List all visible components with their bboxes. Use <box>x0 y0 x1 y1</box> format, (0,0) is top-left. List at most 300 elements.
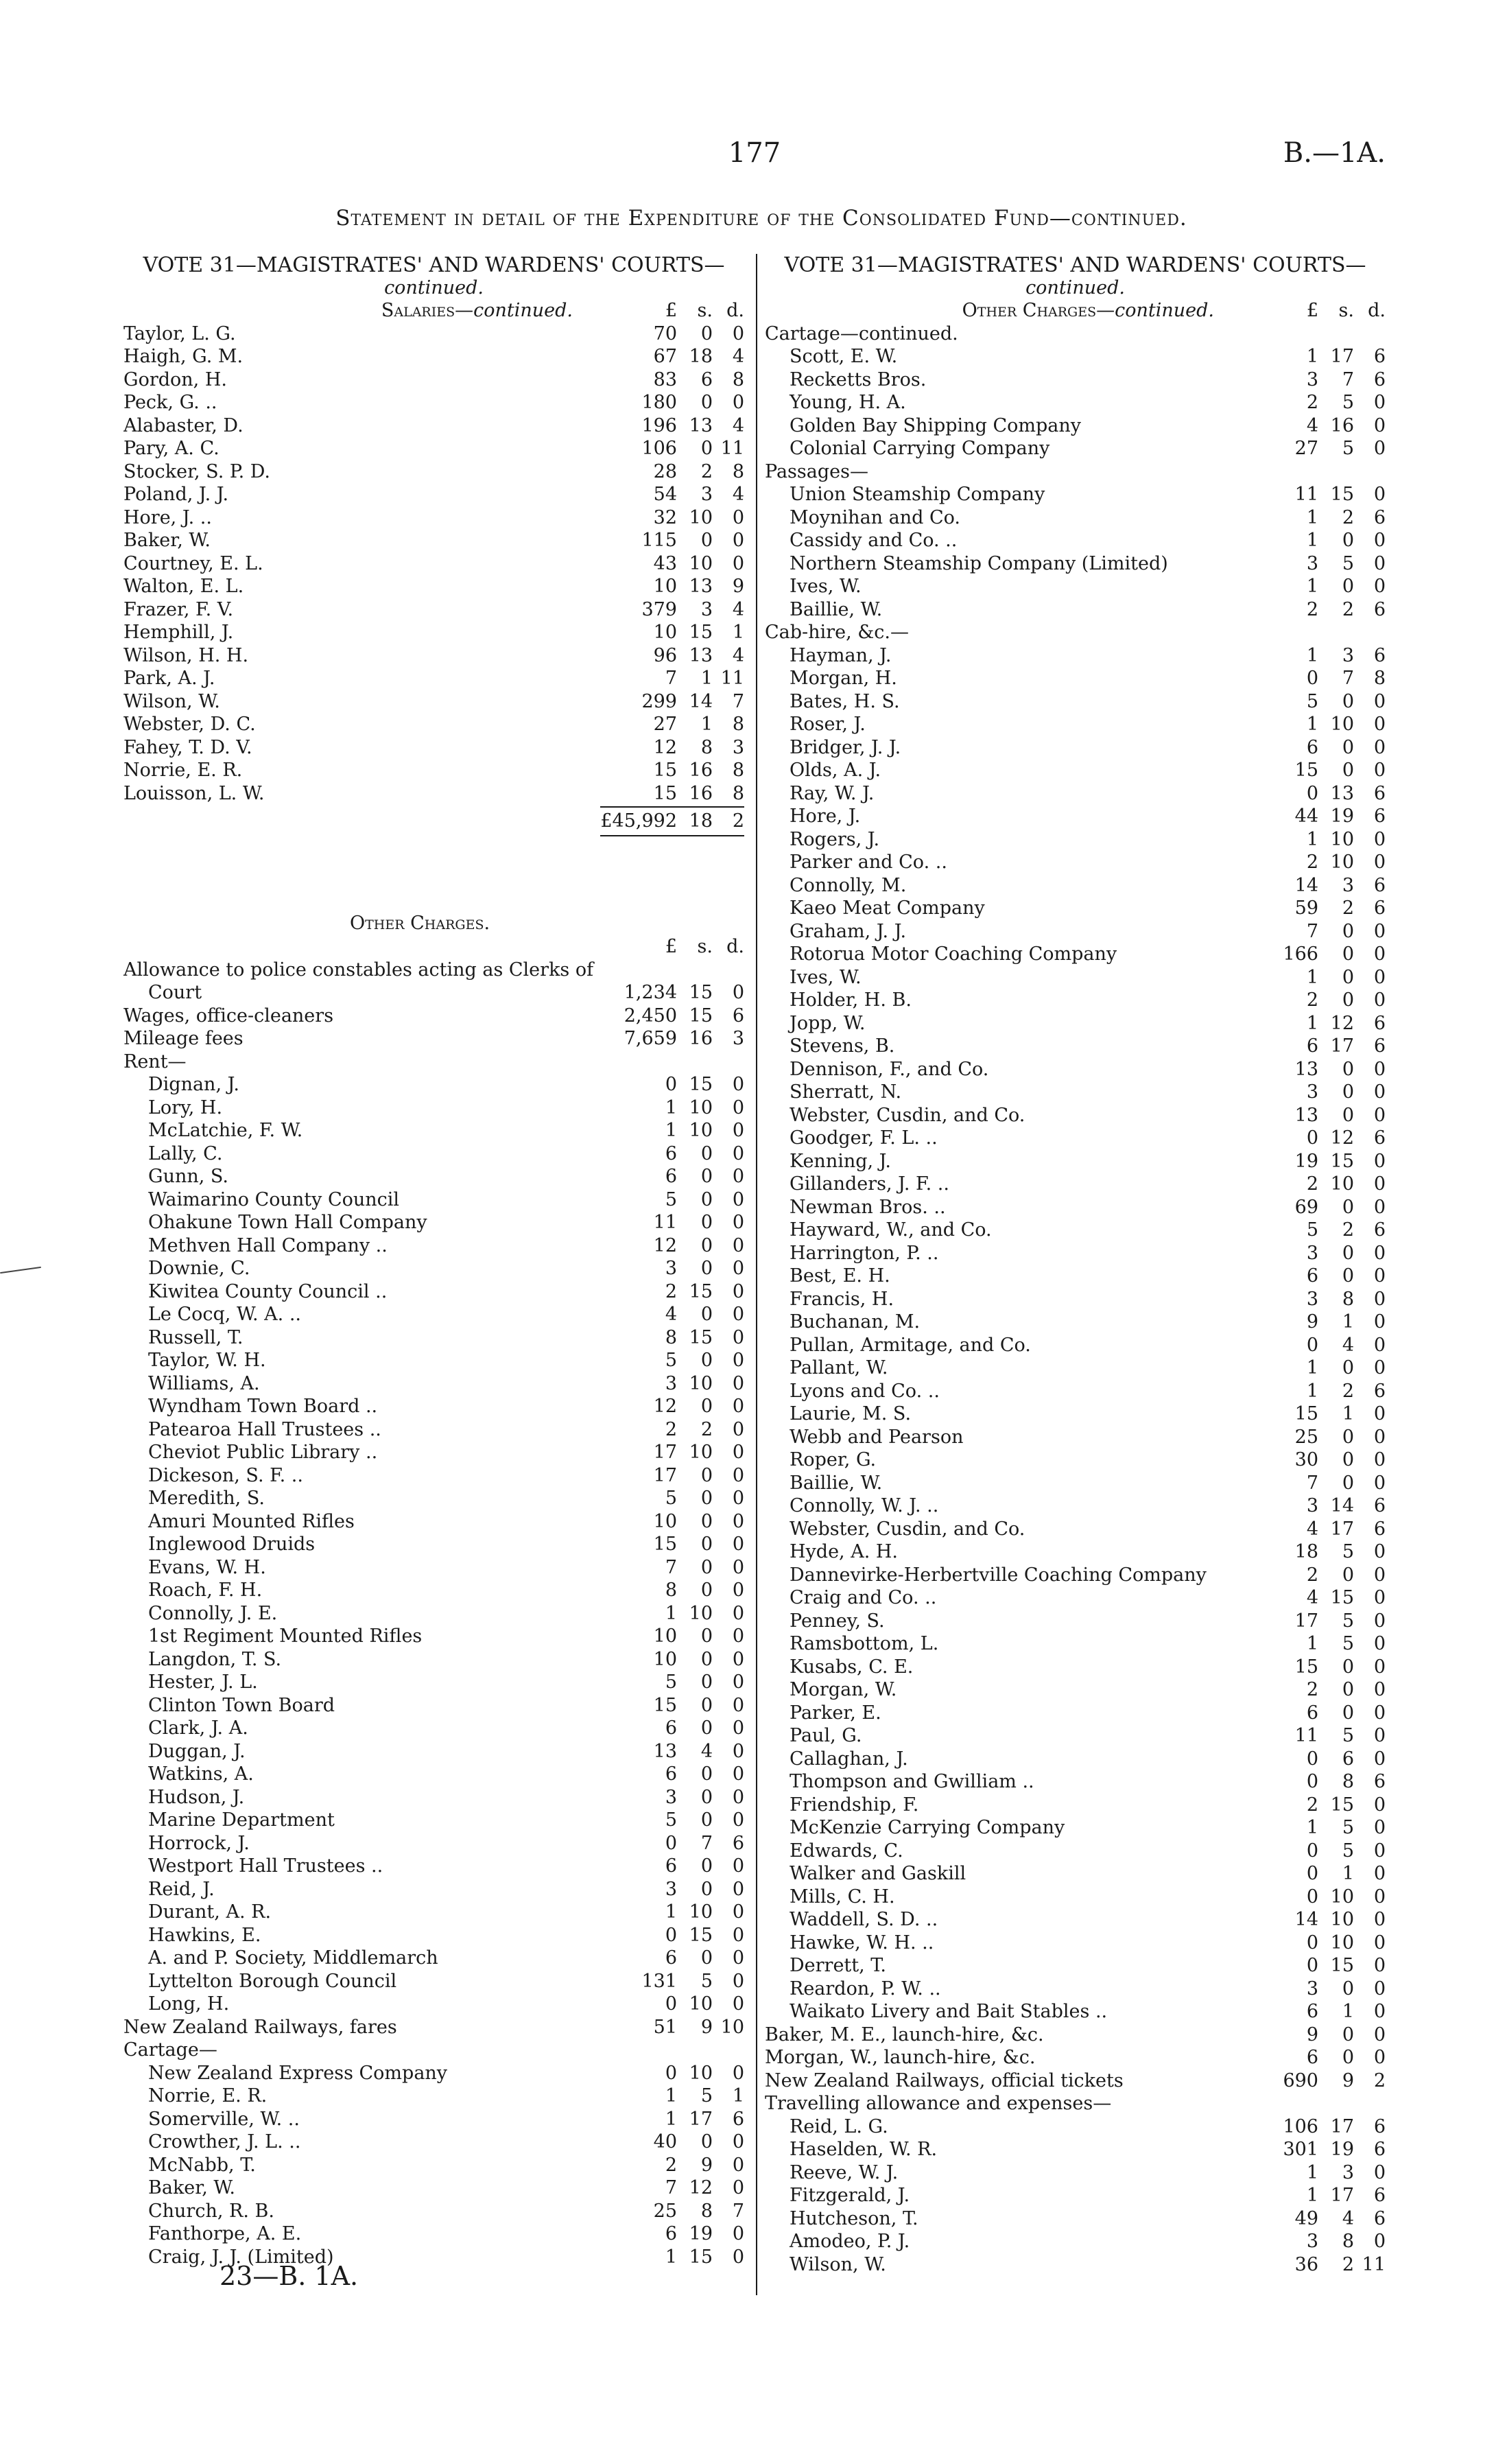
amount-shillings: 0 <box>1342 1472 1354 1494</box>
amount-shillings: 2 <box>700 460 713 482</box>
amount-pounds: 0 <box>1306 1863 1318 1884</box>
pence-header: d. <box>726 936 744 957</box>
row-label: Meredith, S. <box>148 1488 265 1509</box>
row-label: Dannevirke-Herbertville Coaching Company <box>790 1564 1207 1586</box>
table-row <box>765 1724 1386 1748</box>
row-label: Wages, office-cleaners <box>123 1005 334 1026</box>
amount-shillings: 10 <box>1330 852 1354 873</box>
amount-pence: 0 <box>1373 1150 1386 1172</box>
table-row <box>765 1886 1386 1909</box>
row-label: Baillie, W. <box>790 598 883 620</box>
amount-pence: 0 <box>1373 1794 1386 1816</box>
row-label: Cheviot Public Library .. <box>148 1442 378 1463</box>
row-label: Lory, H. <box>148 1096 223 1118</box>
table-row <box>123 2246 744 2269</box>
row-label: Baker, W. <box>123 530 211 551</box>
table-row <box>765 552 1386 576</box>
amount-pounds: 1 <box>665 2085 677 2107</box>
amount-pence: 0 <box>732 1626 744 1647</box>
amount-pounds: 36 <box>1294 2253 1318 2275</box>
row-label: Church, R. B. <box>148 2200 274 2222</box>
table-row <box>765 713 1386 736</box>
row-label: Northern Steamship Company (Limited) <box>790 552 1168 574</box>
table-row <box>765 506 1386 530</box>
amount-pounds: 2 <box>1306 989 1318 1011</box>
amount-shillings: 15 <box>689 1326 713 1348</box>
table-row <box>123 2222 744 2246</box>
table-row <box>765 2207 1386 2231</box>
salaries-header-row <box>123 299 744 322</box>
amount-pence: 0 <box>732 2246 744 2268</box>
table-row <box>765 1978 1386 2001</box>
amount-shillings: 17 <box>1330 2115 1354 2137</box>
amount-pounds: 40 <box>653 2131 677 2152</box>
amount-shillings: 0 <box>700 1142 713 1164</box>
table-row <box>765 874 1386 897</box>
amount-shillings: 3 <box>700 484 713 505</box>
amount-pounds: 299 <box>641 690 677 712</box>
amount-pence: 0 <box>1373 1265 1386 1287</box>
amount-pounds: 4 <box>1306 1587 1318 1608</box>
amount-pounds: 6 <box>665 1947 677 1969</box>
table-row <box>765 2138 1386 2161</box>
amount-shillings: 15 <box>1330 1955 1354 1976</box>
amount-pounds: 4 <box>1306 1518 1318 1540</box>
amount-shillings: 9 <box>700 2016 713 2038</box>
row-label: Gunn, S. <box>148 1166 229 1187</box>
amount-pence: 0 <box>1373 2001 1386 2022</box>
amount-shillings: 0 <box>1342 1104 1354 1126</box>
amount-shillings: 0 <box>1342 1196 1354 1218</box>
amount-shillings: 16 <box>689 760 713 781</box>
amount-pounds: 0 <box>1306 1334 1318 1356</box>
amount-pence: 0 <box>1373 1863 1386 1884</box>
table-row <box>765 1081 1386 1104</box>
other-charges-header-row <box>765 299 1386 322</box>
row-label: Walton, E. L. <box>123 576 244 597</box>
other-charges-heading: Other Charges. <box>350 913 490 934</box>
amount-shillings: 0 <box>1342 966 1354 988</box>
amount-shillings: 10 <box>689 1901 713 1923</box>
amount-shillings: 1 <box>1342 2001 1354 2022</box>
amount-pounds: 2 <box>665 1418 677 1440</box>
table-row <box>123 667 744 690</box>
table-row <box>123 1326 744 1350</box>
table-row <box>123 322 744 346</box>
amount-pounds: 27 <box>653 714 677 735</box>
amount-pounds: 15 <box>1294 1656 1318 1678</box>
amount-shillings: 13 <box>1330 782 1354 804</box>
table-row <box>123 782 744 806</box>
salaries-total-row <box>123 805 744 836</box>
amount-pounds: 67 <box>653 346 677 367</box>
row-label: Courtney, E. L. <box>123 552 263 574</box>
row-label: Baker, M. E., launch-hire, &c. <box>765 2023 1044 2045</box>
other-charges-items <box>123 981 744 1051</box>
amount-shillings: 15 <box>689 622 713 643</box>
rent-list <box>123 1073 744 2016</box>
table-row <box>123 368 744 392</box>
amount-pounds: 15 <box>1294 760 1318 781</box>
amount-pence: 0 <box>732 1855 744 1877</box>
amount-pence: 11 <box>720 438 744 459</box>
amount-pence: 6 <box>732 2108 744 2130</box>
table-row <box>123 981 744 1005</box>
row-label: Lally, C. <box>148 1142 223 1164</box>
amount-shillings: 4 <box>1342 2207 1354 2229</box>
amount-pounds: 1 <box>1306 714 1318 735</box>
row-label: Dickeson, S. F. .. <box>148 1464 303 1486</box>
amount-pence: 0 <box>1373 2047 1386 2068</box>
amount-shillings: 1 <box>1342 1863 1354 1884</box>
amount-shillings: 0 <box>700 1510 713 1532</box>
table-row <box>765 1586 1386 1610</box>
amount-shillings: 0 <box>700 1809 713 1831</box>
amount-pounds: 0 <box>1306 782 1318 804</box>
amount-pence: 0 <box>1373 576 1386 597</box>
amount-shillings: 0 <box>700 392 713 413</box>
amount-pence: 0 <box>732 1556 744 1578</box>
row-label: Colonial Carrying Company <box>790 438 1050 459</box>
amount-pounds: 2 <box>1306 852 1318 873</box>
table-row <box>765 1564 1386 1587</box>
amount-pounds: 1 <box>665 1096 677 1118</box>
amount-shillings: 0 <box>1342 1081 1354 1103</box>
table-row <box>765 2253 1386 2277</box>
amount-pence: 0 <box>732 2177 744 2198</box>
amount-pounds: 379 <box>641 598 677 620</box>
row-label: Friendship, F. <box>790 1794 919 1816</box>
amount-pounds: 1 <box>1306 644 1318 666</box>
amount-shillings: 14 <box>1330 1495 1354 1516</box>
amount-shillings: 0 <box>700 1464 713 1486</box>
amount-pence: 0 <box>1373 760 1386 781</box>
table-row <box>123 1349 744 1372</box>
amount-pounds: 1,234 <box>624 982 677 1003</box>
row-label: Gordon, H. <box>123 368 227 390</box>
table-row <box>765 1748 1386 1771</box>
amount-pounds: 2 <box>1306 1679 1318 1700</box>
table-row <box>765 1311 1386 1334</box>
amount-pounds: 2,450 <box>624 1005 677 1026</box>
row-label: Harrington, P. .. <box>790 1242 939 1264</box>
row-label: Pallant, W. <box>790 1357 888 1378</box>
amount-pounds: 9 <box>1306 1311 1318 1333</box>
amount-shillings: 4 <box>700 1740 713 1762</box>
table-row <box>123 1993 744 2016</box>
amount-pounds: 3 <box>1306 1242 1318 1264</box>
amount-shillings: 19 <box>689 2223 713 2244</box>
row-label: McNabb, T. <box>148 2154 256 2176</box>
table-row <box>123 1924 744 1947</box>
amount-pence: 0 <box>732 1142 744 1164</box>
cartage-list <box>123 2062 744 2269</box>
amount-pounds: 7,659 <box>624 1028 677 1049</box>
vote-continued: continued. <box>384 277 484 298</box>
amount-shillings: 7 <box>1342 368 1354 390</box>
amount-pence: 0 <box>1373 1173 1386 1195</box>
amount-shillings: 0 <box>700 1947 713 1969</box>
amount-pounds: 3 <box>665 1258 677 1279</box>
amount-pence: 0 <box>1373 1932 1386 1953</box>
row-label: Le Cocq, W. A. .. <box>148 1304 302 1325</box>
row-label: Cassidy and Co. .. <box>790 530 958 551</box>
row-label: Russell, T. <box>148 1326 244 1348</box>
table-row <box>765 1816 1386 1840</box>
amount-pounds: 0 <box>665 1074 677 1095</box>
amount-pence: 0 <box>1373 1334 1386 1356</box>
row-label: Wilson, H. H. <box>123 644 249 666</box>
amount-pounds: 1 <box>1306 1380 1318 1402</box>
amount-pounds: 3 <box>1306 2231 1318 2252</box>
row-label: Buchanan, M. <box>790 1311 921 1333</box>
amount-pence: 0 <box>732 530 744 551</box>
amount-pounds: 13 <box>1294 1058 1318 1080</box>
amount-pounds: 13 <box>1294 1104 1318 1126</box>
amount-pence: 0 <box>732 552 744 574</box>
row-label: Downie, C. <box>148 1258 250 1279</box>
amount-pence: 2 <box>1373 2069 1386 2091</box>
row-label: Horrock, J. <box>148 1832 250 1854</box>
amount-pence: 6 <box>1373 2185 1386 2206</box>
amount-pence: 0 <box>1373 1104 1386 1126</box>
amount-pounds: 6 <box>665 1142 677 1164</box>
amount-pence: 0 <box>732 1326 744 1348</box>
row-label: Webster, Cusdin, and Co. <box>790 1104 1025 1126</box>
table-row <box>765 391 1386 414</box>
amount-pence: 0 <box>732 1510 744 1532</box>
amount-shillings: 15 <box>1330 1587 1354 1608</box>
table-row <box>765 690 1386 714</box>
amount-shillings: 2 <box>1342 506 1354 528</box>
amount-pence: 0 <box>1373 690 1386 712</box>
amount-pounds: 11 <box>653 1212 677 1233</box>
amount-pence: 8 <box>732 760 744 781</box>
amount-pence: 6 <box>1373 2207 1386 2229</box>
table-row <box>123 736 744 760</box>
amount-shillings: 17 <box>1330 2185 1354 2206</box>
amount-shillings: 0 <box>700 322 713 344</box>
amount-pence: 0 <box>1373 1840 1386 1862</box>
amount-pounds: 14 <box>1294 874 1318 896</box>
amount-pence: 0 <box>732 1280 744 1302</box>
amount-shillings: 0 <box>700 530 713 551</box>
amount-pence: 0 <box>732 1901 744 1923</box>
amount-pence: 0 <box>1373 1288 1386 1310</box>
amount-shillings: 0 <box>1342 920 1354 942</box>
amount-shillings: 0 <box>700 1396 713 1417</box>
table-row <box>765 1540 1386 1564</box>
row-label: Ramsbottom, L. <box>790 1633 939 1654</box>
row-label: Hayward, W., and Co. <box>790 1219 992 1241</box>
amount-shillings: 12 <box>689 2177 713 2198</box>
railways-label: New Zealand Railways, fares <box>123 2016 397 2038</box>
amount-pence: 0 <box>732 1970 744 1992</box>
amount-pounds: 17 <box>653 1464 677 1486</box>
amount-pounds: 5 <box>665 1488 677 1509</box>
amount-pence: 0 <box>1373 1357 1386 1378</box>
amount-shillings: 0 <box>700 1166 713 1187</box>
amount-pounds: 2 <box>1306 1794 1318 1816</box>
table-row <box>765 1472 1386 1495</box>
table-row <box>765 2230 1386 2253</box>
amount-pence: 0 <box>732 1166 744 1187</box>
amount-pence: 0 <box>732 1304 744 1325</box>
amount-shillings: 0 <box>700 1763 713 1785</box>
row-label: Stevens, B. <box>790 1035 895 1057</box>
row-label: Wilson, W. <box>123 690 220 712</box>
amount-pence: 0 <box>1373 920 1386 942</box>
row-label: Roach, F. H. <box>148 1580 263 1601</box>
pence-header: d. <box>1368 300 1386 321</box>
document-reference: B.—1A. <box>1283 137 1386 169</box>
amount-pence: 0 <box>1373 1058 1386 1080</box>
amount-pounds: 690 <box>1283 2069 1318 2091</box>
amount-pence: 0 <box>1373 1978 1386 1999</box>
amount-pounds: 106 <box>641 438 677 459</box>
amount-pence: 6 <box>1373 644 1386 666</box>
table-row <box>123 1005 744 1028</box>
amount-pence: 0 <box>1373 484 1386 505</box>
row-label: Marine Department <box>148 1809 335 1831</box>
row-label: Union Steamship Company <box>790 484 1045 505</box>
amount-pounds: 5 <box>1306 690 1318 712</box>
row-label: Duggan, J. <box>148 1740 246 1762</box>
amount-pence: 0 <box>732 1717 744 1739</box>
amount-shillings: 10 <box>1330 828 1354 850</box>
amount-shillings: 0 <box>1342 1357 1354 1378</box>
amount-pounds: 10 <box>653 1626 677 1647</box>
amount-pounds: 1 <box>1306 1817 1318 1838</box>
amount-pence: 6 <box>1373 1035 1386 1057</box>
amount-pence: 6 <box>1373 2139 1386 2160</box>
amount-shillings: 2 <box>1342 598 1354 620</box>
shillings-header: s. <box>697 936 713 957</box>
amount-shillings: 2 <box>1342 1219 1354 1241</box>
amount-shillings: 2 <box>1342 1380 1354 1402</box>
amount-shillings: 0 <box>700 1212 713 1233</box>
amount-pounds: 8 <box>665 1326 677 1348</box>
page-title: Statement in detail of the Expenditure of the Consolidated Fund—continued. <box>335 206 1187 231</box>
amount-shillings: 0 <box>1342 1978 1354 1999</box>
amount-shillings: 5 <box>1342 438 1354 459</box>
amount-pounds: 1 <box>665 1602 677 1624</box>
amount-pounds: 83 <box>653 368 677 390</box>
amount-pence: 0 <box>1373 1817 1386 1838</box>
amount-pence: 0 <box>732 322 744 344</box>
amount-pounds: 12 <box>653 1234 677 1256</box>
amount-pence: 0 <box>732 1878 744 1900</box>
table-row <box>765 2023 1386 2047</box>
table-row <box>123 1763 744 1786</box>
passages-list <box>765 483 1386 621</box>
amount-pounds: 6 <box>1306 1265 1318 1287</box>
row-label: Norrie, E. R. <box>148 2085 268 2107</box>
row-label: A. and P. Society, Middlemarch <box>148 1947 438 1969</box>
amount-pence: 0 <box>732 1488 744 1509</box>
table-row <box>765 1196 1386 1219</box>
amount-pounds: 3 <box>1306 552 1318 574</box>
amount-shillings: 3 <box>1342 644 1354 666</box>
table-row <box>765 368 1386 392</box>
row-label: Poland, J. J. <box>123 484 229 505</box>
amount-pence: 0 <box>732 2154 744 2176</box>
table-row <box>765 575 1386 598</box>
amount-shillings: 15 <box>689 982 713 1003</box>
amount-pence: 0 <box>732 1188 744 1210</box>
amount-shillings: 13 <box>689 644 713 666</box>
row-label: Mills, C. H. <box>790 1886 895 1908</box>
table-row <box>123 1234 744 1258</box>
table-row <box>123 1119 744 1142</box>
amount-pence: 0 <box>1373 1472 1386 1494</box>
amount-pence: 0 <box>1373 1748 1386 1770</box>
row-label: Newman Bros. .. <box>790 1196 946 1218</box>
amount-pounds: 3 <box>665 1372 677 1394</box>
amount-pence: 6 <box>1373 1380 1386 1402</box>
amount-shillings: 2 <box>1342 897 1354 919</box>
table-row <box>123 1211 744 1234</box>
amount-pence: 0 <box>732 1074 744 1095</box>
amount-pounds: 3 <box>1306 368 1318 390</box>
row-label: Crowther, J. L. .. <box>148 2131 301 2152</box>
amount-pence: 0 <box>1373 552 1386 574</box>
amount-shillings: 0 <box>1342 760 1354 781</box>
amount-pounds: 11 <box>1294 484 1318 505</box>
table-row <box>123 1280 744 1304</box>
margin-mark <box>0 1267 41 1274</box>
amount-pounds: 6 <box>1306 1702 1318 1724</box>
amount-shillings: 10 <box>689 1372 713 1394</box>
amount-pounds: 0 <box>1306 1886 1318 1908</box>
row-label: Reeve, W. J. <box>790 2161 899 2183</box>
row-label: Hyde, A. H. <box>790 1541 899 1562</box>
row-label: Morgan, H. <box>790 668 897 689</box>
row-label: Pullan, Armitage, and Co. <box>790 1334 1031 1356</box>
amount-shillings: 10 <box>689 1442 713 1463</box>
left-column <box>123 254 744 2268</box>
amount-shillings: 13 <box>689 414 713 436</box>
amount-pounds: 5 <box>665 1671 677 1693</box>
row-label: Kiwitea County Council .. <box>148 1280 388 1302</box>
row-label: Moynihan and Co. <box>790 506 961 528</box>
amount-pounds: 7 <box>665 668 677 689</box>
travelling-list <box>765 2115 1386 2277</box>
row-label: Young, H. A. <box>790 392 906 413</box>
amount-pence: 6 <box>1373 1219 1386 1241</box>
table-row <box>765 966 1386 989</box>
table-row <box>123 2176 744 2200</box>
amount-pence: 7 <box>732 690 744 712</box>
table-row <box>765 1265 1386 1288</box>
amount-shillings: 10 <box>689 2062 713 2084</box>
amount-shillings: 8 <box>1342 1771 1354 1792</box>
amount-pounds: 0 <box>1306 1955 1318 1976</box>
row-label: Wilson, W. <box>790 2253 886 2275</box>
other-charges-heading: Other Charges— <box>962 300 1115 321</box>
amount-pounds: 44 <box>1294 806 1318 827</box>
row-label: Roser, J. <box>790 714 866 735</box>
amount-pence: 0 <box>732 1464 744 1486</box>
amount-shillings: 0 <box>1342 1564 1354 1586</box>
amount-pence: 8 <box>732 368 744 390</box>
amount-pence: 0 <box>732 1396 744 1417</box>
row-label: Methven Hall Company .. <box>148 1234 388 1256</box>
amount-shillings: 8 <box>700 2200 713 2222</box>
amount-shillings: 4 <box>1342 1334 1354 1356</box>
table-row <box>765 805 1386 828</box>
amount-shillings: 0 <box>700 1234 713 1256</box>
